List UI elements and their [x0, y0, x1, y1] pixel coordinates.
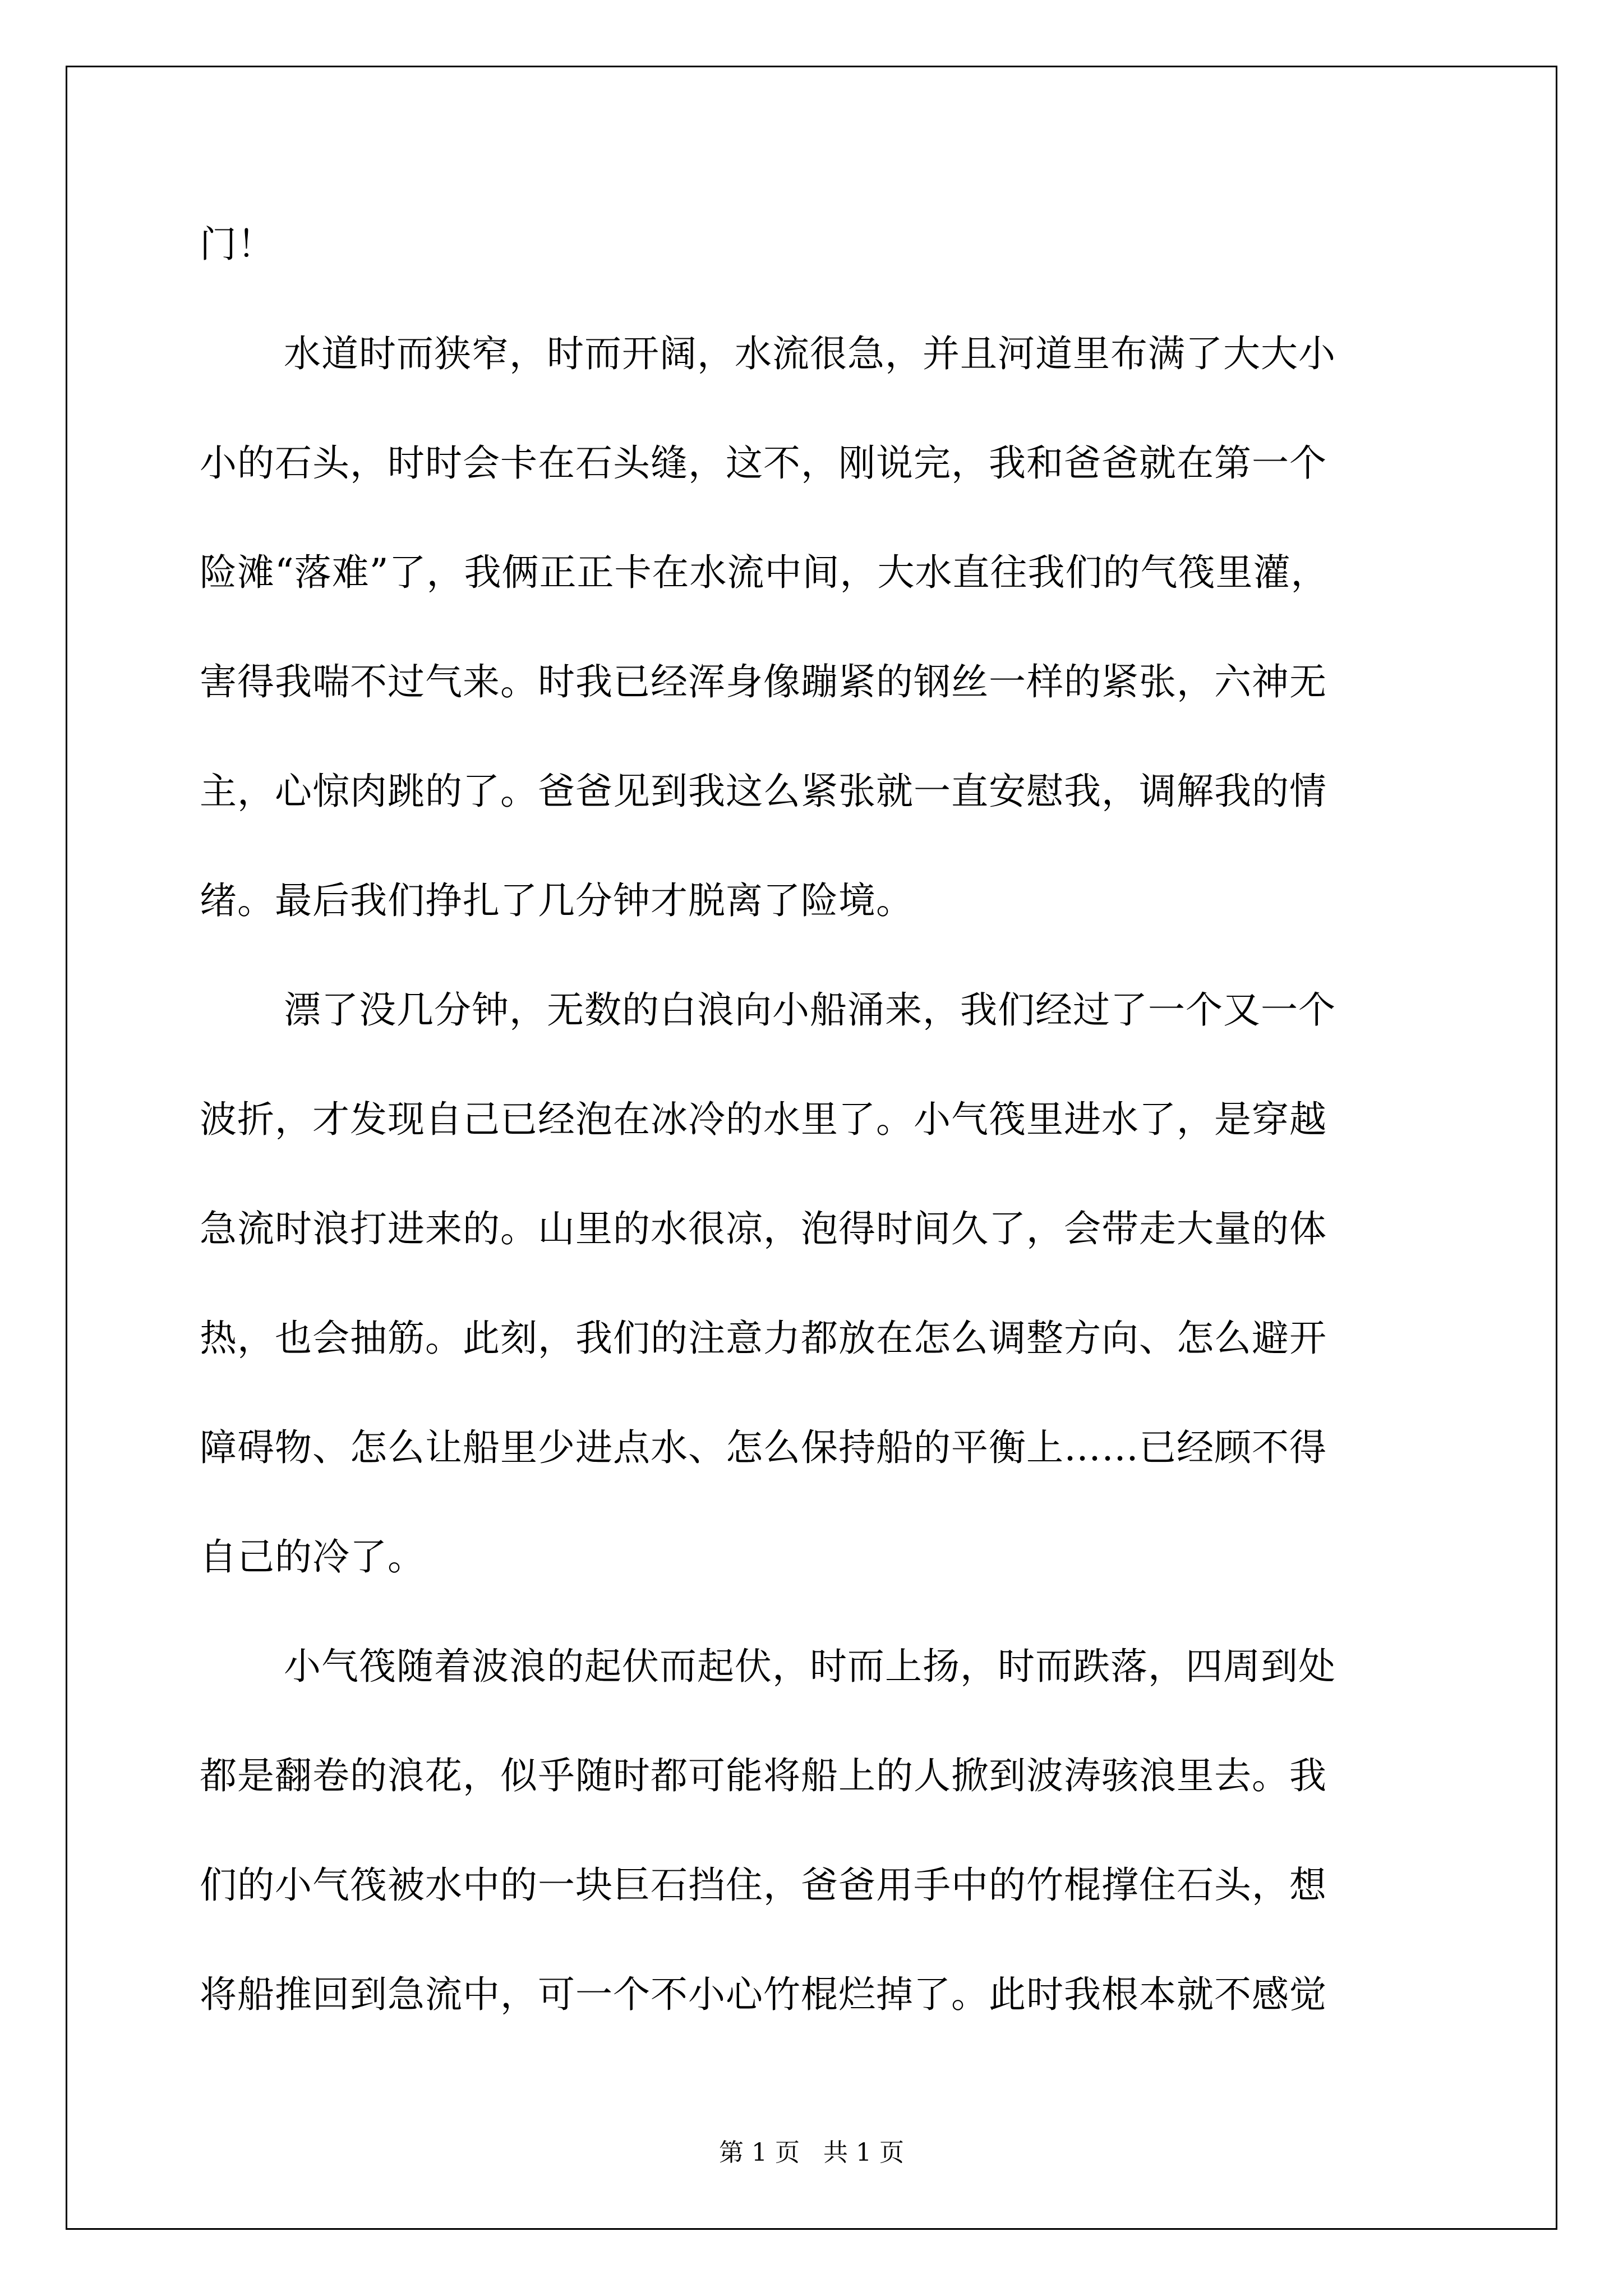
text-line: 绪。最后我们挣扎了几分钟才脱离了险境。 — [200, 879, 914, 922]
text-line: 门！ — [200, 223, 275, 266]
text-line: 水道时而狭窄，时而开阔，水流很急，并且河道里布满了大大小 — [284, 332, 1336, 375]
page-number-footer: 第 1 页 共 1 页 — [719, 2138, 904, 2167]
text-line: 都是翻卷的浪花，似乎随时都可能将船上的人掀到波涛骇浪里去。我 — [200, 1754, 1327, 1797]
text-line: 漂了没几分钟，无数的白浪向小船涌来，我们经过了一个又一个 — [284, 988, 1336, 1032]
text-line: 主，心惊肉跳的了。爸爸见到我这么紧张就一直安慰我，调解我的情 — [200, 770, 1327, 813]
text-line: 自己的冷了。 — [200, 1535, 425, 1579]
text-line: 小气筏随着波浪的起伏而起伏，时而上扬，时而跌落，四周到处 — [284, 1645, 1336, 1688]
text-line: 害得我喘不过气来。时我已经浑身像蹦紧的钢丝一样的紧张，六神无 — [200, 660, 1327, 703]
text-line: 急流时浪打进来的。山里的水很凉，泡得时间久了，会带走大量的体 — [200, 1207, 1327, 1250]
text-line: 们的小气筏被水中的一块巨石挡住，爸爸用手中的竹棍撑住石头，想 — [200, 1864, 1327, 1907]
text-line: 障碍物、怎么让船里少进点水、怎么保持船的平衡上……已经顾不得 — [200, 1426, 1327, 1469]
text-line: 波折，才发现自己已经泡在冰冷的水里了。小气筏里进水了，是穿越 — [200, 1098, 1327, 1141]
document-body — [200, 218, 1478, 2077]
text-line: 险滩“落难”了，我俩正正卡在水流中间，大水直往我们的气筏里灌， — [200, 551, 1329, 594]
text-line: 将船推回到急流中，可一个不小心竹棍烂掉了。此时我根本就不感觉 — [200, 1973, 1327, 2016]
text-line: 热，也会抽筋。此刻，我们的注意力都放在怎么调整方向、怎么避开 — [200, 1317, 1327, 1360]
text-line: 小的石头，时时会卡在石头缝，这不，刚说完，我和爸爸就在第一个 — [200, 441, 1327, 485]
